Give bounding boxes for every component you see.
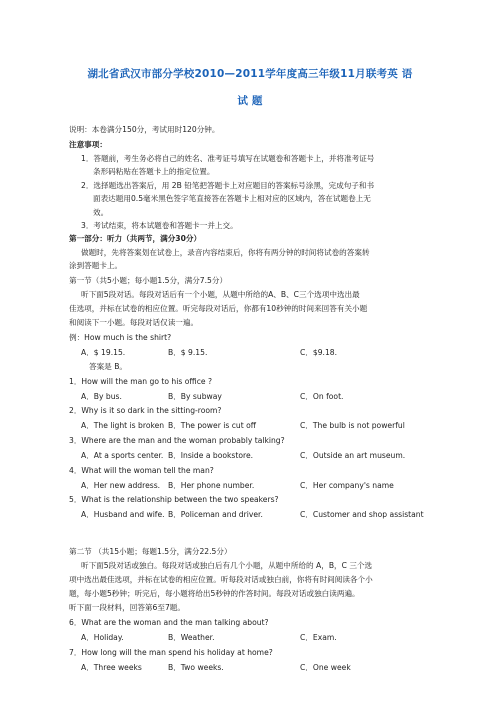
section2-intro: 听下面一段材料，回答第6至7题。	[69, 603, 185, 612]
option-a: A．Her new address.	[81, 481, 161, 490]
section1-heading: 第一节（共5小题；每小题1.5分，满分7.5分）	[69, 276, 228, 285]
option-c: C．One week	[300, 663, 351, 672]
option-a: A．At a sports center.	[81, 451, 164, 460]
question: 6．What are the woman and the man talking about?	[69, 618, 269, 627]
section1-intro: 和阅读下一小题。每段对话仅读一遍。	[69, 318, 199, 327]
example-option-b: B．$ 9.15.	[168, 348, 208, 357]
question: 3．Where are the man and the woman probably talking?	[69, 436, 285, 445]
section1-intro: 听下面5段对话。每段对话后有一个小题，从题中所给的A、B、C三个选项中选出最	[81, 290, 360, 299]
option-c: C．Exam.	[300, 633, 337, 642]
question: 2．Why is it so dark in the sitting-room?	[69, 406, 222, 415]
option-a: A．Three weeks	[81, 663, 142, 672]
example-option-c: C．$9.18.	[300, 348, 338, 357]
instruction-line: 1．答题前，考生务必将自己的姓名、准考证号填写在试题卷和答题卡上，并将准考证号	[81, 154, 375, 163]
instruction-line: 3．考试结束，将本试题卷和答题卡一并上交。	[81, 221, 238, 230]
question: 1．How will the man go to his office ?	[69, 377, 213, 386]
question: 5．What is the relationship between the two speakers?	[69, 495, 279, 504]
section2-heading: 第二节 （共15小题；每题1.5分，满分22.5分）	[69, 547, 232, 556]
exam-note: 说明：本卷满分150分，考试用时120分钟。	[69, 125, 220, 134]
example-question: 例：How much is the shirt?	[69, 333, 172, 342]
instruction-line: 效。	[93, 208, 109, 217]
option-c: C．The bulb is not powerful	[300, 421, 405, 430]
part1-intro: 涂到答题卡上。	[69, 261, 123, 270]
part1-heading: 第一部分：听力（共两节，满分30分）	[69, 234, 202, 243]
option-c: C．Customer and shop assistant	[300, 510, 424, 519]
option-c: C．On foot.	[300, 392, 344, 401]
part1-intro: 做题时，先将答案划在试卷上，录音内容结束后，你将有两分钟的时间将试卷的答案转	[81, 248, 370, 257]
exam-title: 湖北省武汉市部分学校2010—2011学年度高三年级11月联考英 语	[87, 68, 413, 80]
example-option-a: A．$ 19.15.	[81, 348, 126, 357]
option-b: B．Weather.	[168, 633, 215, 642]
option-a: A．Husband and wife.	[81, 510, 165, 519]
attention-heading: 注意事项：	[69, 140, 107, 149]
section2-intro: 题，每小题5秒钟；听完后，每小题将给出5秒钟的作答时间。每段对话或独白读两遍。	[69, 589, 360, 598]
question: 4．What will the woman tell the man?	[69, 466, 214, 475]
instruction-line: 面表达题用0.5毫米黑色签字笔直接答在答题卡上相对应的区域内，答在试题卷上无	[93, 194, 371, 203]
example-answer: 答案是 B。	[89, 362, 127, 371]
option-c: C．Her company's name	[300, 481, 394, 490]
question: 7．How long will the man spend his holiday at home?	[69, 648, 273, 657]
section2-intro: 项中选出最佳选项，并标在试卷的相应位置。听每段对话或独白前，你将有时间阅读各个小	[69, 575, 373, 584]
option-a: A．By bus.	[81, 392, 122, 401]
option-a: A．Holiday.	[81, 633, 124, 642]
section1-intro: 佳选项，并标在试卷的相应位置。听完每段对话后，你都有10秒钟的时间来回答有关小题	[69, 304, 368, 313]
instruction-line: 2．选择题选出答案后，用 2B 铅笔把答题卡上对应题目的答案标号涂黑，完成句子和书	[81, 181, 375, 190]
option-b: B．Her phone number.	[168, 481, 255, 490]
option-b: B．Policeman and driver.	[168, 510, 263, 519]
option-c: C．Outside an art museum.	[300, 451, 406, 460]
option-b: B．Inside a bookstore.	[168, 451, 254, 460]
option-b: B．By subway	[168, 392, 222, 401]
option-a: A．The light is broken	[81, 421, 165, 430]
section2-intro: 听下面5段对话或独白。每段对话或独白后有几个小题，从题中所给的 A，B，C 三个选	[81, 561, 373, 570]
exam-title-continued: 试 题	[237, 95, 263, 107]
option-b: B．Two weeks.	[168, 663, 224, 672]
option-b: B．The power is cut off	[168, 421, 256, 430]
instruction-line: 条形码粘贴在答题卡上的指定位置。	[93, 167, 215, 176]
